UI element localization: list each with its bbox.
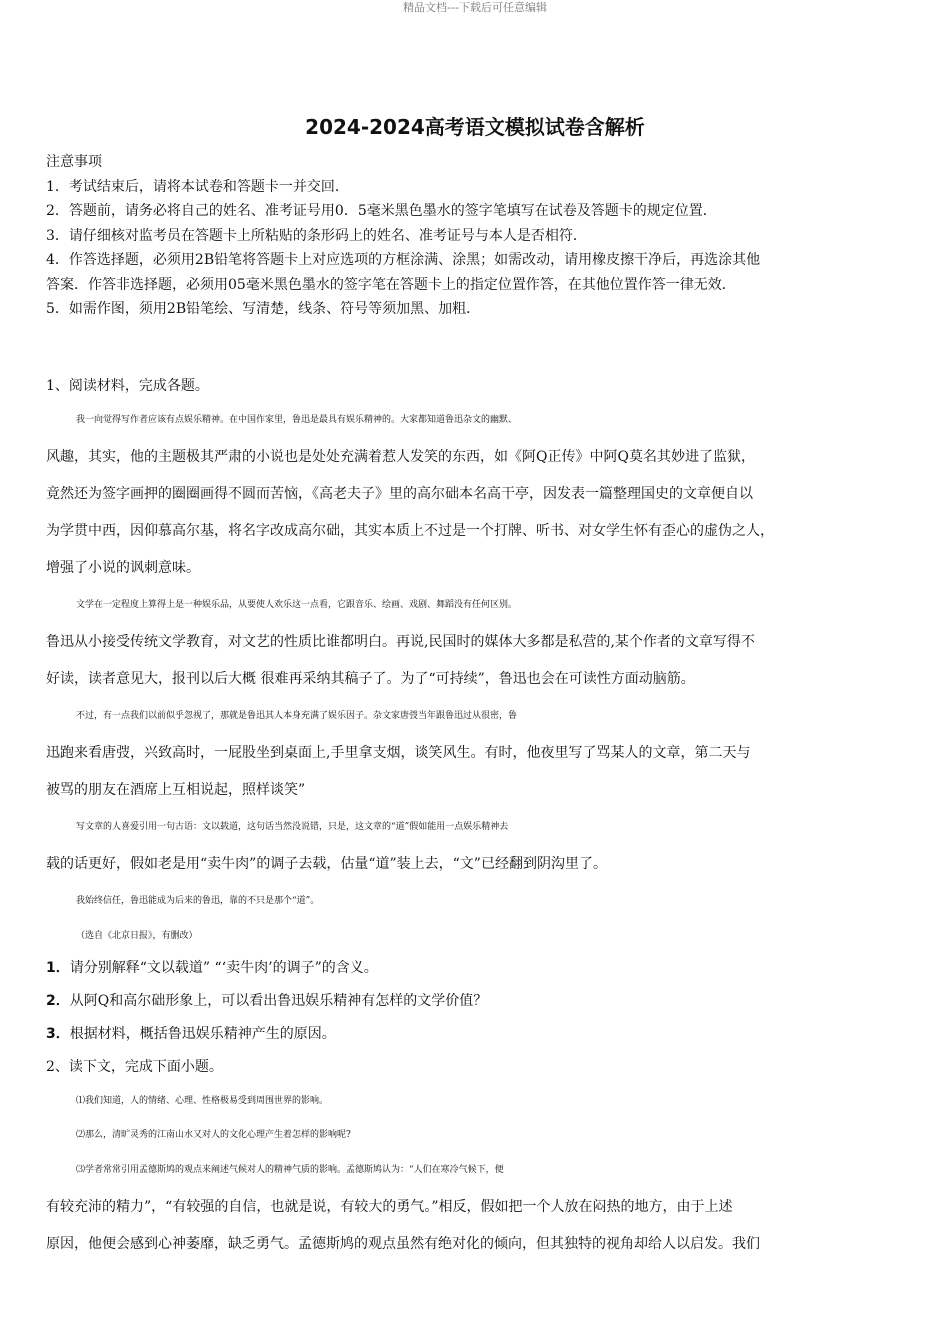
paragraph	[46, 587, 906, 698]
notice-item: 2．答题前，请务必将自己的姓名、准考证号用0．5毫米黑色墨水的签字笔填写在试卷及答题卡的规定位置．	[46, 203, 717, 219]
paragraph-line: 竟然还为签字画押的圈圈画得不圆而苦恼，《高老夫子》里的高尔础本名高干亭，因发表一篇整理国史的文章便自以	[46, 486, 753, 502]
notice-item: 3．请仔细核对监考员在答题卡上所粘贴的条形码上的姓名、准考证号与本人是否相符．	[46, 227, 587, 244]
paragraph-line: 原因，他便会感到心神萎靡，缺乏勇气。孟德斯鸠的观点虽然有绝对化的倾向，但其独特的视角却给人以启发。我们	[46, 1236, 760, 1252]
question-number: 3．	[46, 1026, 70, 1042]
paragraph	[46, 698, 906, 809]
question	[46, 952, 906, 985]
paragraph-line: 风趣，其实，他的主题极其严肃的小说也是处处充满着惹人发笑的东西，如《阿Q正传》中阿Q莫名其妙进了监狱，	[46, 449, 755, 465]
paragraph-line: ⑶学者常常引用孟德斯鸠的观点来阐述气候对人的精神气质的影响。孟德斯鸠认为：“人们在寒冷气候下，便	[76, 1165, 504, 1175]
notice-heading: 注意事项	[46, 154, 102, 170]
paragraph-line: 我一向觉得写作者应该有点娱乐精神。在中国作家里，鲁迅是最具有娱乐精神的。大家都知道鲁迅杂文的幽默、	[76, 415, 518, 425]
paragraph-line: 被骂的朋友在酒席上互相说起，照样谈笑”	[46, 782, 306, 798]
paragraph-line: 我始终信任，鲁迅能成为后来的鲁迅，靠的不只是那个“道”。	[76, 896, 320, 906]
page-header-note: 精品文档---下载后可任意编辑	[403, 1, 547, 14]
question	[46, 1018, 906, 1051]
question-number: 2．	[46, 993, 70, 1009]
paragraph-line: 鲁迅从小接受传统文学教育，对文艺的性质比谁都明白。再说,民国时的媒体大多都是私营的,某个作者的文章写得不	[46, 634, 755, 650]
question-number: 1．	[46, 960, 70, 976]
notice-item: 答案．作答非选择题，必须用05毫米黑色墨水的签字笔在答题卡上的指定位置作答，在其他位置作答一律无效．	[46, 276, 736, 293]
notice-item: 1．考试结束后，请将本试卷和答题卡一并交回．	[46, 178, 349, 195]
paragraph	[46, 402, 906, 587]
notice-block	[46, 150, 906, 322]
paragraph	[46, 809, 906, 883]
paragraph-line: ⑴我们知道，人的情绪、心理、性格极易受到周围世界的影响。	[76, 1096, 329, 1106]
paragraph-line: 文学在一定程度上算得上是一种娱乐品，从要使人欢乐这一点看，它跟音乐、绘画、戏剧、舞蹈没有任何区别。	[76, 600, 518, 610]
paragraph-line: 为学贯中西，因仰慕高尔基，将名字改成高尔础，其实本质上不过是一个打牌、听书、对女学生怀有歪心的虚伪之人，	[46, 523, 774, 539]
paragraph-line: ⑵那么，清旷灵秀的江南山水又对人的文化心理产生着怎样的影响呢?	[76, 1130, 351, 1140]
question	[46, 985, 906, 1018]
paragraph-line: 增强了小说的讽刺意味。	[46, 560, 200, 576]
document-title: 2024-2024高考语文模拟试卷含解析	[305, 115, 645, 139]
section-heading: 1、阅读材料，完成各题。	[46, 378, 209, 394]
question-text: 从阿Q和高尔础形象上，可以看出鲁迅娱乐精神有怎样的文学价值？	[69, 993, 488, 1009]
paragraph-line: 写文章的人喜爱引用一句古语：文以载道，这句话当然没说错，只是，这文章的“道”假如能用一点娱乐精神去	[76, 822, 509, 832]
section-heading: 2、读下文，完成下面小题。	[46, 1059, 223, 1075]
paragraph-line: 不过，有一点我们以前似乎忽视了，那就是鲁迅其人本身充满了娱乐因子。杂文家唐弢当年跟鲁迅过从很密，鲁	[76, 711, 518, 721]
paragraph	[46, 1152, 906, 1263]
source-citation: （选自《北京日报》，有删改）	[76, 931, 198, 941]
paragraph-line: 有较充沛的精力”，“有较强的自信，也就是说，有较大的勇气。”相反，假如把一个人放在闷热的地方，由于上述	[46, 1199, 733, 1215]
paragraph-line: 迅跑来看唐弢，兴致高时，一屁股坐到桌面上,手里拿支烟，谈笑风生。有时，他夜里写了骂某人的文章，第二天与	[46, 745, 751, 761]
paragraph-line: 载的话更好，假如老是用“卖牛肉”的调子去载，估量“道”装上去，“文”已经翻到阴沟里了。	[46, 856, 607, 872]
passage-content	[46, 374, 906, 1263]
notice-item: 5．如需作图，须用2B铅笔绘、写清楚，线条、符号等须加黑、加粗．	[46, 301, 481, 317]
paragraph-line: 好读，读者意见大，报刊以后大概 很难再采纳其稿子了。为了“可持续”，鲁迅也会在可读性方面动脑筋。	[46, 671, 695, 687]
question-text: 请分别解释“文以载道” “‘卖牛肉’的调子”的含义。	[69, 960, 378, 976]
notice-item: 4．作答选择题，必须用2B铅笔将答题卡上对应选项的方框涂满、涂黑；如需改动，请用橡皮擦干净后，再选涂其他	[46, 252, 761, 268]
question-text: 根据材料，概括鲁迅娱乐精神产生的原因。	[69, 1026, 336, 1042]
